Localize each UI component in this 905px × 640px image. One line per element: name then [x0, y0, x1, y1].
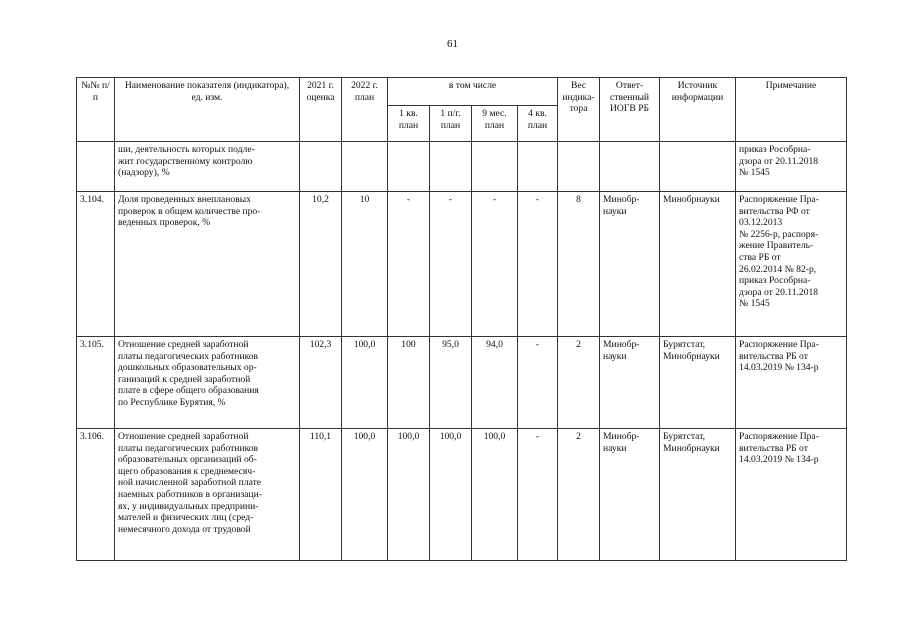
header-9m: 9 мес. план — [472, 106, 518, 142]
row-name: Доля проведенных внеплановых проверок в общем количестве про- веденных проверок, % — [115, 192, 300, 337]
row-2021: 110,1 — [300, 429, 342, 561]
table-row — [77, 142, 847, 192]
header-responsible: Ответ- ственный ИОГВ РБ — [600, 78, 660, 142]
header-2022: 2022 г. план — [342, 78, 388, 142]
row-note: Распоряжение Пра- вительства РФ от 03.12.2013 № 2256-р, распоря- жение Правитель- ства РБ от 26.02.2014 № 82-р, приказ Рособрна- дзора от 20.11.2018 № 1545 — [736, 192, 847, 337]
row-note: Распоряжение Пра- вительства РБ от 14.03.2019 № 134-р — [736, 429, 847, 561]
row-2021: 10,2 — [300, 192, 342, 337]
header-q1: 1 кв. план — [388, 106, 430, 142]
row-2022: 100,0 — [342, 337, 388, 429]
header-note: Примечание — [736, 78, 847, 142]
row-2021: 102,3 — [300, 337, 342, 429]
header-name: Наименование показателя (индикатора), ед. изм. — [115, 78, 300, 142]
row-q4 — [518, 142, 558, 192]
row-name: Отношение средней заработной платы педагогических работников образовательных организаций об- щего образования к среднемесяч- ной начисленной заработной плате наемных работников в организаци- ях, у индивидуальных предприни- мателей и физических лиц (сред- немесячного дохода от трудовой — [115, 429, 300, 561]
row-2022: 100,0 — [342, 429, 388, 561]
header-including: в том числе — [388, 78, 558, 106]
row-num: 3.106. — [77, 429, 115, 561]
row-source — [660, 142, 736, 192]
row-note: Распоряжение Пра- вительства РБ от 14.03.2019 № 134-р — [736, 337, 847, 429]
row-q1: 100 — [388, 337, 430, 429]
row-2021 — [300, 142, 342, 192]
row-source: Минобрнауки — [660, 192, 736, 337]
row-2022: 10 — [342, 192, 388, 337]
page-number: 61 — [447, 38, 458, 50]
row-responsible: Минобр- науки — [600, 429, 660, 561]
row-h1: 95,0 — [430, 337, 472, 429]
table-row — [77, 337, 847, 429]
row-name: Отношение средней заработной платы педагогических работников дошкольных образовательных ор- ганизаций к средней заработной плате в сфере общего образования по Республике Бурятия, % — [115, 337, 300, 429]
header-2021: 2021 г. оценка — [300, 78, 342, 142]
row-9m: - — [472, 192, 518, 337]
row-9m: 94,0 — [472, 337, 518, 429]
row-h1 — [430, 142, 472, 192]
table-row — [77, 192, 847, 337]
row-note: приказ Рособрна- дзора от 20.11.2018 № 1545 — [736, 142, 847, 192]
row-source: Бурятстат, Минобрнауки — [660, 429, 736, 561]
header-weight: Вес индика- тора — [558, 78, 600, 142]
header-q4: 4 кв. план — [518, 106, 558, 142]
row-9m: 100,0 — [472, 429, 518, 561]
header-source: Источник информации — [660, 78, 736, 142]
header-h1: 1 п/г. план — [430, 106, 472, 142]
row-num — [77, 142, 115, 192]
row-weight: 8 — [558, 192, 600, 337]
row-9m — [472, 142, 518, 192]
row-q1: 100,0 — [388, 429, 430, 561]
row-num: 3.104. — [77, 192, 115, 337]
row-num: 3.105. — [77, 337, 115, 429]
row-2022 — [342, 142, 388, 192]
row-q4: - — [518, 429, 558, 561]
table-row — [77, 429, 847, 561]
row-responsible: Минобр- науки — [600, 337, 660, 429]
row-q1 — [388, 142, 430, 192]
row-weight: 2 — [558, 337, 600, 429]
row-q1: - — [388, 192, 430, 337]
row-responsible — [600, 142, 660, 192]
row-h1: 100,0 — [430, 429, 472, 561]
row-q4: - — [518, 337, 558, 429]
row-weight: 2 — [558, 429, 600, 561]
row-name: ши, деятельность которых подле- жит государственному контролю (надзору), % — [115, 142, 300, 192]
row-responsible: Минобр- науки — [600, 192, 660, 337]
row-weight — [558, 142, 600, 192]
row-source: Бурятстат, Минобрнауки — [660, 337, 736, 429]
row-q4: - — [518, 192, 558, 337]
indicators-table — [76, 77, 847, 561]
header-num: №№ п/п — [77, 78, 115, 142]
row-h1: - — [430, 192, 472, 337]
